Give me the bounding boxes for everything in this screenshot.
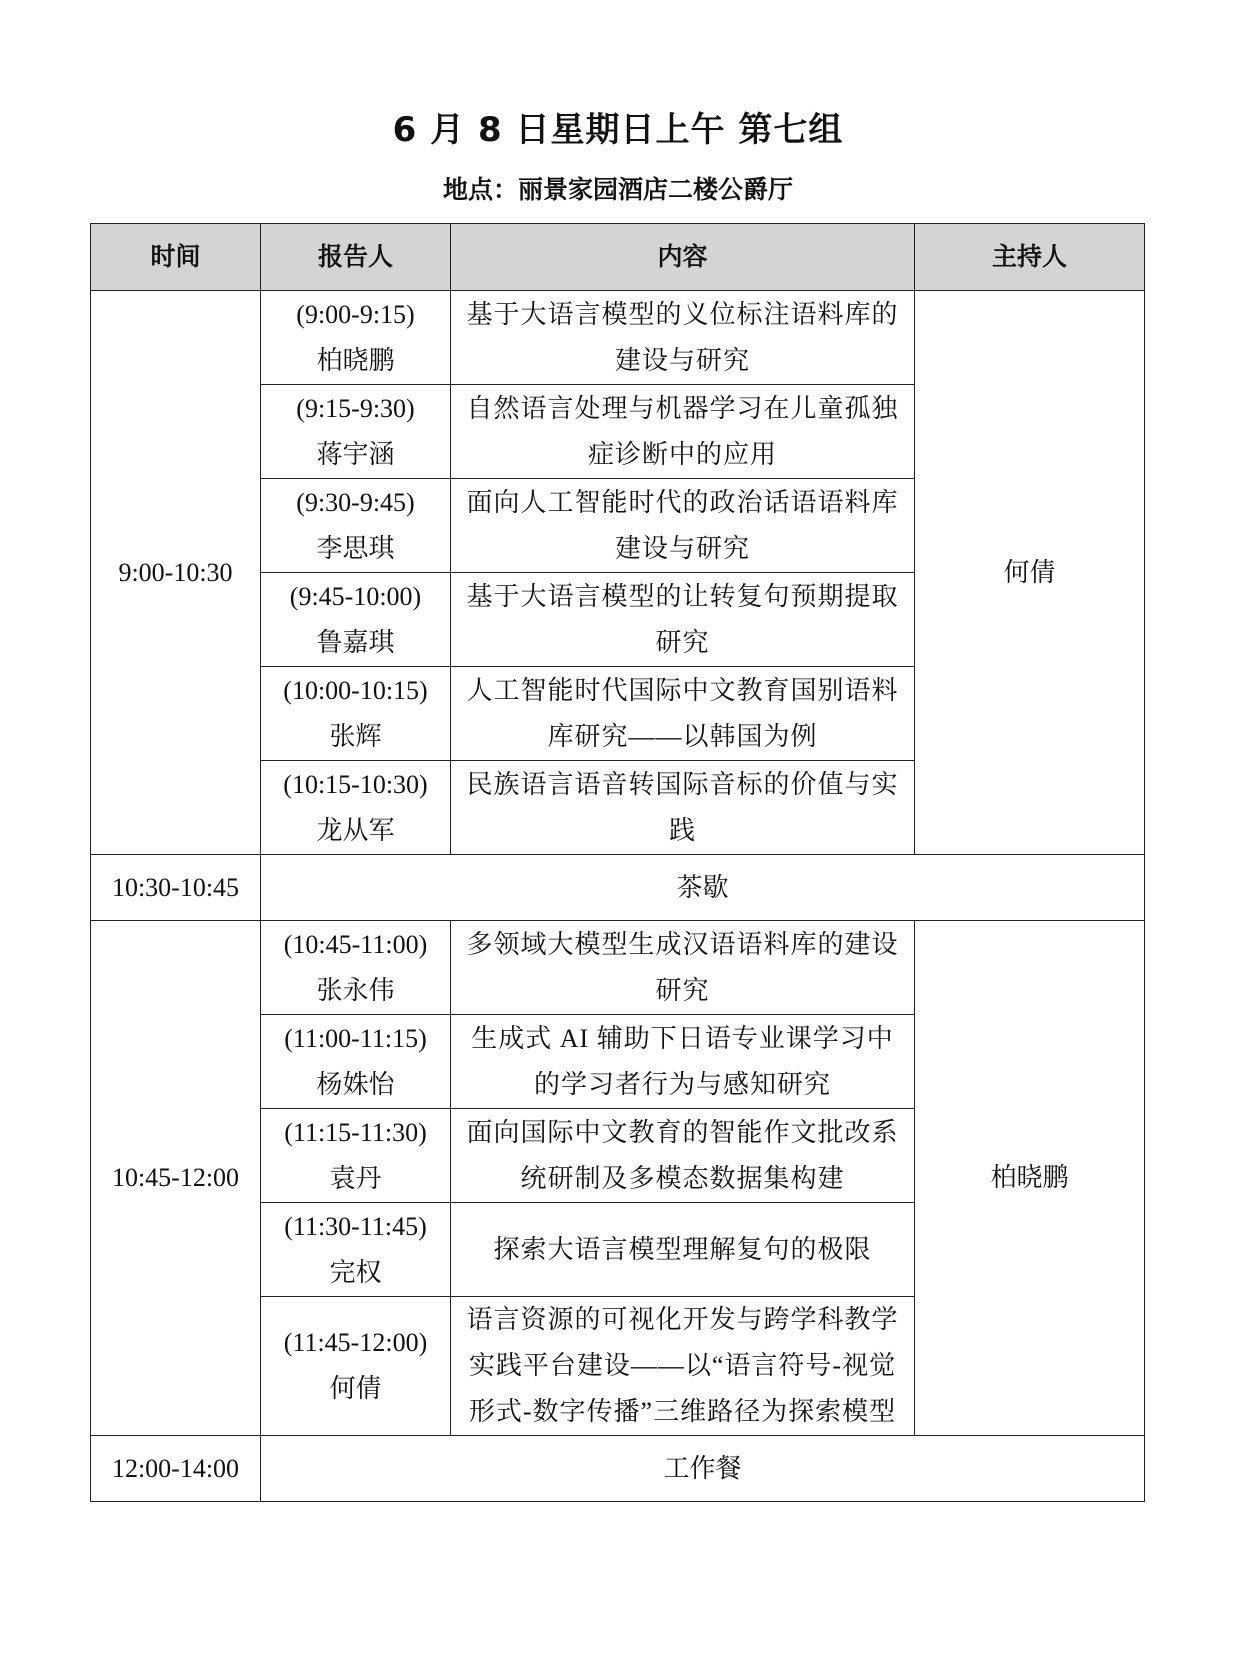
- talk-slot: (10:15-10:30): [283, 769, 428, 799]
- header-speaker: 报告人: [261, 224, 451, 291]
- header-content: 内容: [451, 224, 915, 291]
- talk-slot: (9:00-9:15): [296, 299, 415, 329]
- talk-slot: (10:00-10:15): [283, 675, 428, 705]
- talk-slot: (9:15-9:30): [296, 393, 415, 423]
- session-time: 9:00-10:30: [91, 291, 261, 855]
- break-time: 12:00-14:00: [91, 1436, 261, 1502]
- speaker-cell: [261, 1109, 451, 1203]
- talk-title: 面向国际中文教育的智能作文批改系统研制及多模态数据集构建: [451, 1109, 915, 1203]
- talk-title: 语言资源的可视化开发与跨学科教学实践平台建设——以“语言符号-视觉形式-数字传播”三维路径为探索模型: [451, 1297, 915, 1436]
- talk-slot: (11:15-11:30): [284, 1117, 427, 1147]
- speaker-name: 鲁嘉琪: [316, 627, 395, 657]
- header-host: 主持人: [915, 224, 1145, 291]
- speaker-name: 柏晓鹏: [316, 345, 395, 375]
- session-host: 柏晓鹏: [915, 921, 1145, 1436]
- speaker-cell: [261, 921, 451, 1015]
- speaker-name: 张永伟: [316, 975, 395, 1005]
- speaker-cell: [261, 291, 451, 385]
- talk-title: 探索大语言模型理解复句的极限: [451, 1203, 915, 1297]
- schedule-table: [90, 223, 1145, 1502]
- talk-slot: (11:45-12:00): [283, 1328, 428, 1357]
- speaker-name: 龙从军: [316, 815, 395, 845]
- talk-title: 面向人工智能时代的政治话语语料库建设与研究: [451, 479, 915, 573]
- talk-slot: (9:30-9:45): [296, 487, 415, 517]
- talk-title: 基于大语言模型的让转复句预期提取研究: [451, 573, 915, 667]
- location-subtitle: 地点：丽景家园酒店二楼公爵厅: [442, 175, 793, 204]
- speaker-name: 杨姝怡: [316, 1069, 395, 1099]
- table-header-row: [91, 224, 1145, 291]
- talk-title: 多领域大模型生成汉语语料库的建设研究: [451, 921, 915, 1015]
- speaker-name: 完权: [329, 1257, 382, 1287]
- talk-title: 生成式 AI 辅助下日语专业课学习中的学习者行为与感知研究: [451, 1015, 915, 1109]
- speaker-name: 李思琪: [316, 533, 395, 563]
- talk-slot: (10:45-11:00): [283, 929, 428, 959]
- talk-title: 自然语言处理与机器学习在儿童孤独症诊断中的应用: [451, 385, 915, 479]
- speaker-cell: [261, 479, 451, 573]
- session-time: 10:45-12:00: [91, 921, 261, 1436]
- table-row: [91, 921, 1145, 1015]
- break-row: [91, 855, 1145, 921]
- break-label: 茶歇: [261, 855, 1145, 921]
- speaker-cell: [261, 385, 451, 479]
- talk-title: 基于大语言模型的义位标注语料库的建设与研究: [451, 291, 915, 385]
- header-time: 时间: [91, 224, 261, 291]
- talk-slot: (9:45-10:00): [289, 581, 422, 611]
- talk-title: 人工智能时代国际中文教育国别语料库研究——以韩国为例: [451, 667, 915, 761]
- speaker-name: 蒋宇涵: [316, 439, 395, 469]
- talk-title: 民族语言语音转国际音标的价值与实践: [451, 761, 915, 855]
- speaker-cell: [261, 761, 451, 855]
- speaker-name: 何倩: [329, 1374, 382, 1403]
- talk-slot: (11:00-11:15): [284, 1023, 427, 1053]
- speaker-name: 袁丹: [329, 1163, 382, 1193]
- speaker-cell: [261, 1203, 451, 1297]
- speaker-cell: [261, 573, 451, 667]
- speaker-cell: [261, 1297, 451, 1436]
- break-row: [91, 1436, 1145, 1502]
- talk-slot: (11:30-11:45): [284, 1211, 427, 1241]
- break-label: 工作餐: [261, 1436, 1145, 1502]
- speaker-name: 张辉: [329, 721, 382, 751]
- session-host: 何倩: [915, 291, 1145, 855]
- page-title: 6 月 8 日星期日上午 第七组: [392, 110, 844, 150]
- table-row: [91, 291, 1145, 385]
- speaker-cell: [261, 1015, 451, 1109]
- break-time: 10:30-10:45: [91, 855, 261, 921]
- speaker-cell: [261, 667, 451, 761]
